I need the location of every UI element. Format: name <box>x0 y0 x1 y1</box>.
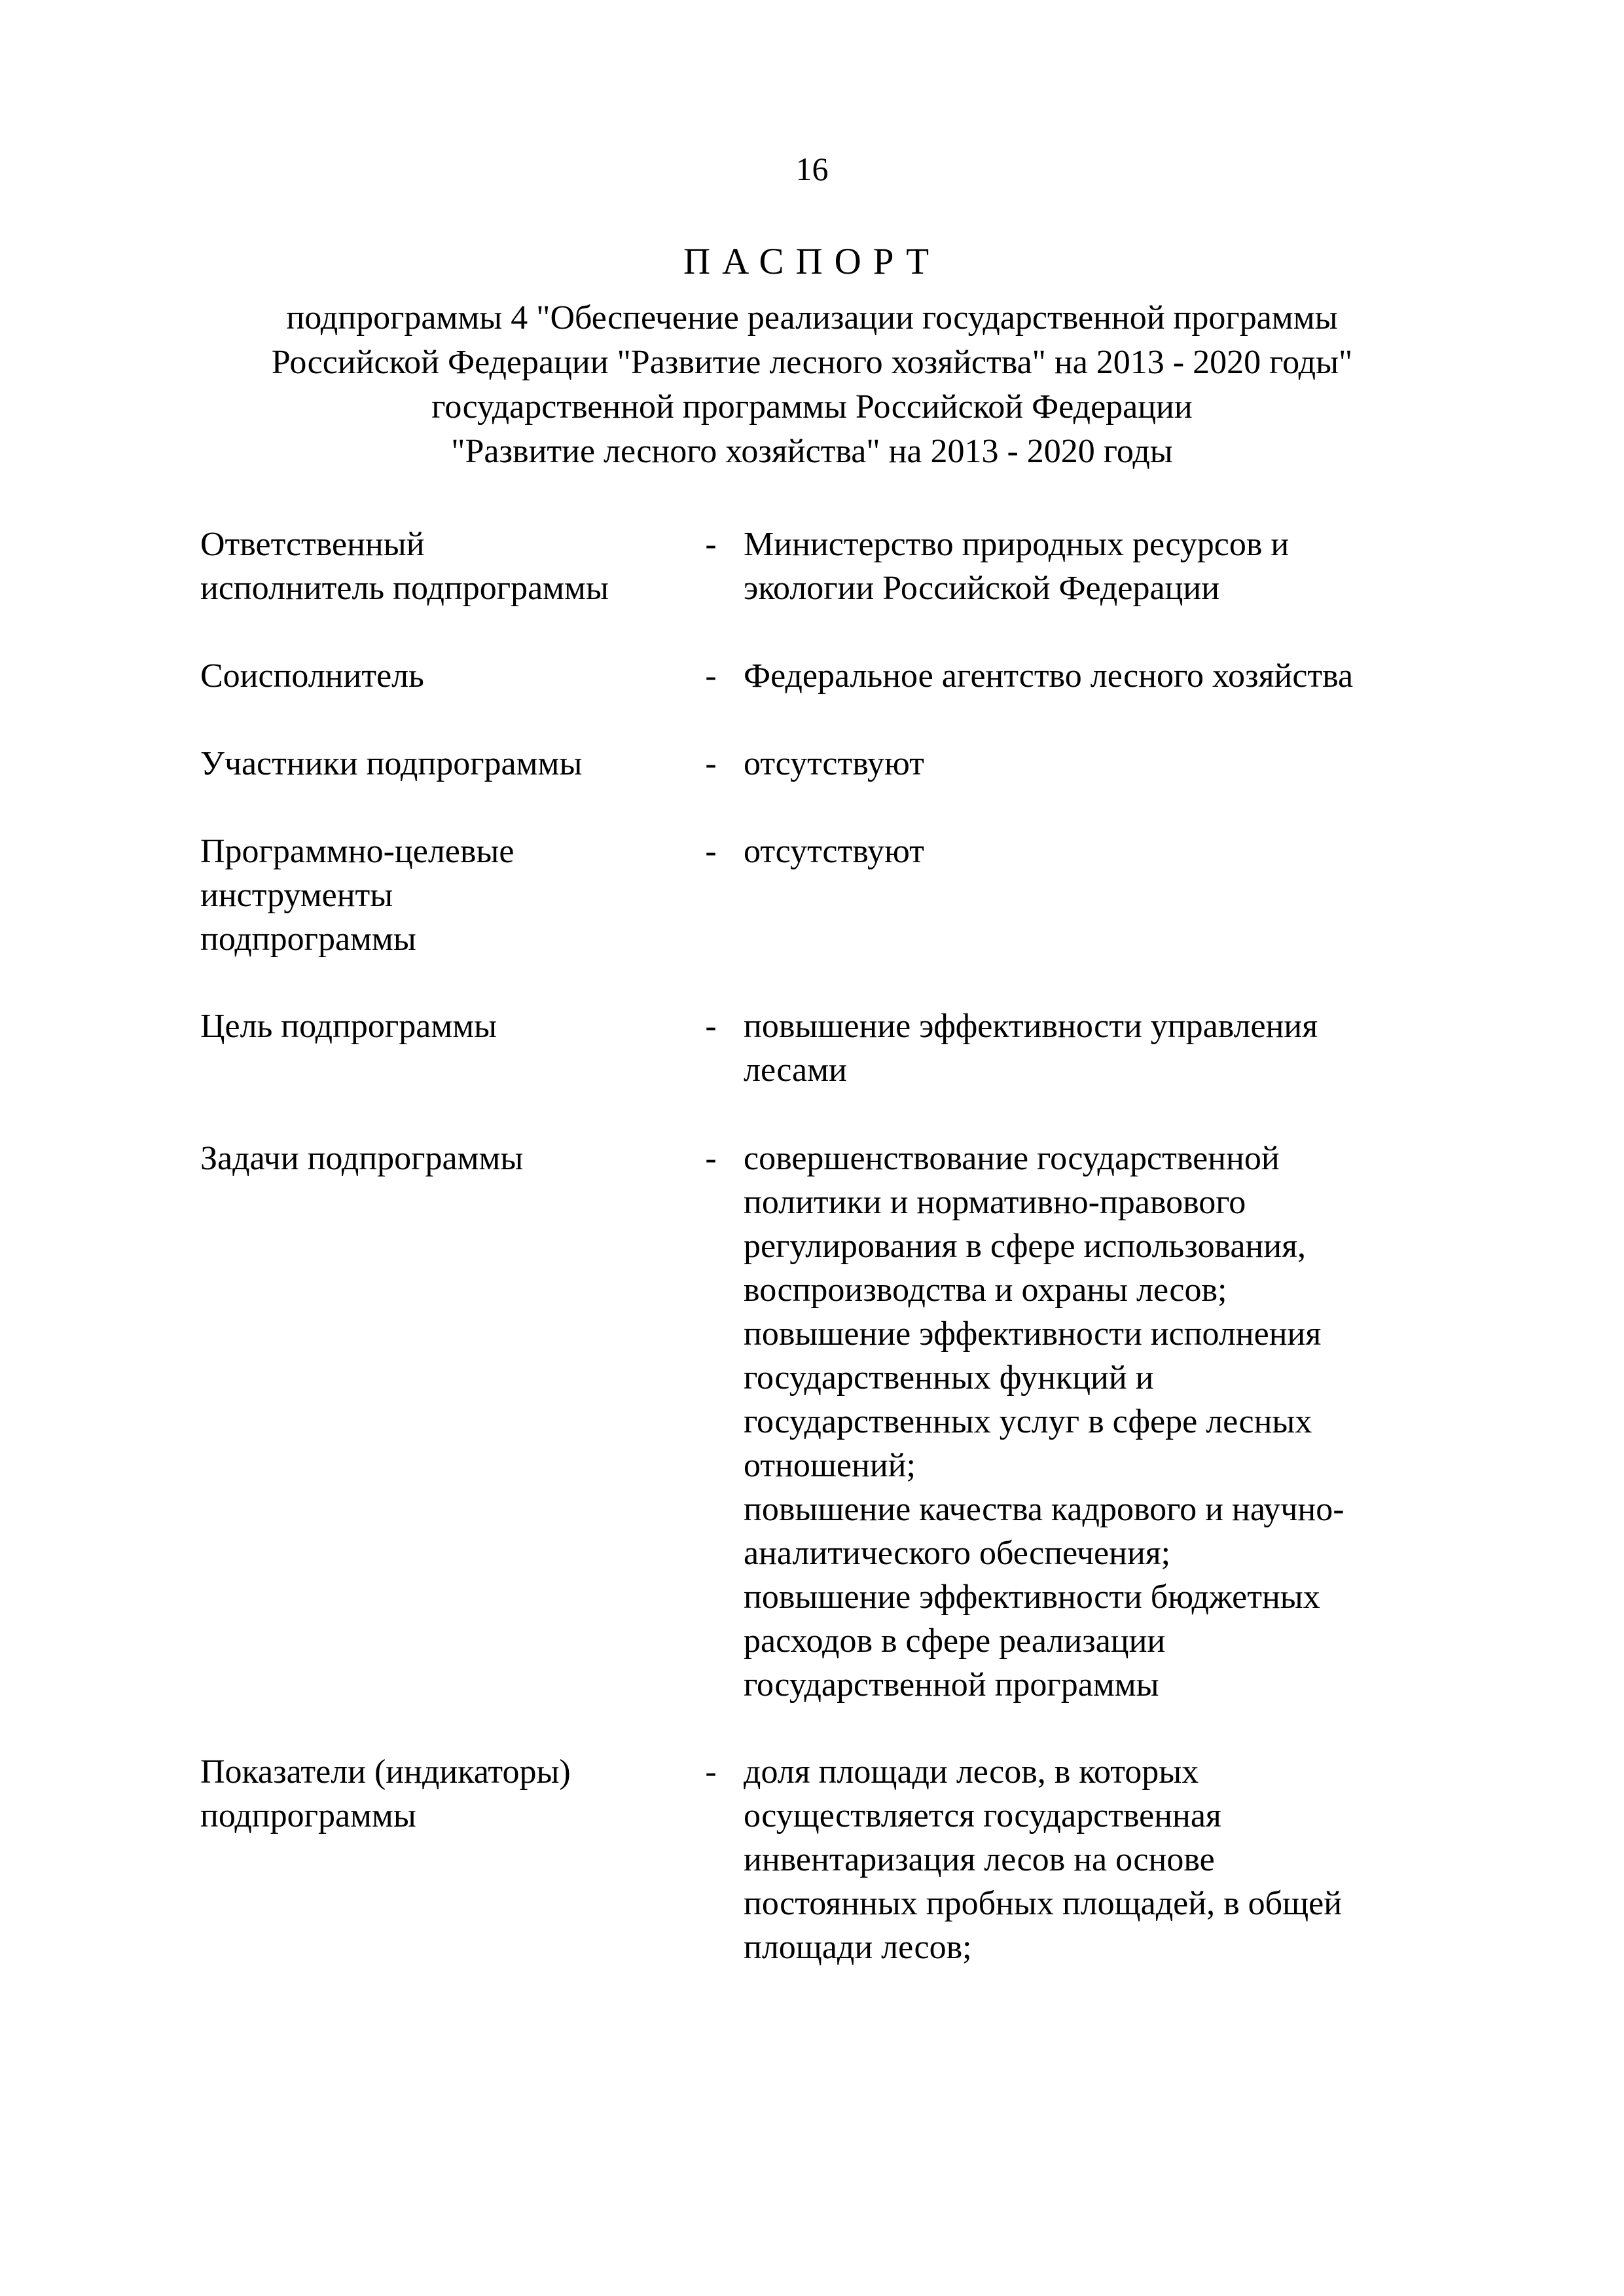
row-value <box>744 522 1444 610</box>
row-value-line: повышение эффективности бюджетных <box>744 1578 1320 1616</box>
row-label <box>200 522 678 610</box>
page-number: 16 <box>795 151 829 187</box>
row-label-line: Показатели (индикаторы) <box>200 1753 571 1791</box>
row-dash: - <box>705 1753 717 1791</box>
row-label-line: инструменты <box>200 877 393 914</box>
row-value-line: повышение качества кадрового и научно- <box>744 1491 1344 1528</box>
row-value-line: совершенствование государственной <box>744 1140 1280 1177</box>
passport-row-responsible-executor <box>200 522 1444 610</box>
row-value-line: Федеральное агентство лесного хозяйства <box>744 657 1354 695</box>
subtitle-line: "Развитие лесного хозяйства" на 2013 - 2020 годы <box>451 433 1173 470</box>
row-label-line: Программно-целевые <box>200 833 514 870</box>
row-label <box>200 742 678 786</box>
passport-table <box>200 522 1444 1969</box>
row-value <box>744 829 1444 873</box>
row-dash: - <box>705 1008 717 1045</box>
row-label-line: подпрограммы <box>200 1797 416 1834</box>
row-label-line: исполнитель подпрограммы <box>200 570 609 607</box>
row-value-line: государственных функций и <box>744 1359 1154 1396</box>
row-value-line: отсутствуют <box>744 745 924 782</box>
row-label-line: Соисполнитель <box>200 657 424 695</box>
document-title: ПАСПОРТ <box>683 241 941 282</box>
row-value <box>744 1004 1444 1092</box>
row-value-line: доля площади лесов, в которых <box>744 1753 1199 1791</box>
row-value-line: отсутствуют <box>744 833 924 870</box>
subtitle-line: подпрограммы 4 "Обеспечение реализации государственной программы <box>286 299 1338 337</box>
passport-row-goal <box>200 1004 1444 1092</box>
row-value-line: государственных услуг в сфере лесных <box>744 1403 1312 1440</box>
row-value-line: аналитического обеспечения; <box>744 1535 1171 1572</box>
row-value-line: площади лесов; <box>744 1929 972 1966</box>
row-label-line: Цель подпрограммы <box>200 1008 497 1045</box>
row-value-line: постоянных пробных площадей, в общей <box>744 1885 1343 1922</box>
row-label-line: Ответственный <box>200 526 425 563</box>
row-label-line: Участники подпрограммы <box>200 745 583 782</box>
row-value-line: лесами <box>744 1051 847 1089</box>
row-value <box>744 1750 1444 1969</box>
row-value-line: политики и нормативно-правового <box>744 1184 1246 1221</box>
row-value-line: регулирования в сфере использования, <box>744 1228 1307 1265</box>
row-value-line: повышение эффективности исполнения <box>744 1315 1322 1353</box>
row-label-line: Задачи подпрограммы <box>200 1140 524 1177</box>
row-label <box>200 829 678 961</box>
row-label <box>200 1004 678 1048</box>
row-value-line: отношений; <box>744 1447 916 1484</box>
row-value <box>744 742 1444 786</box>
row-value-line: государственной программы <box>744 1666 1159 1704</box>
subtitle-line: государственной программы Российской Федерации <box>431 388 1193 426</box>
row-dash: - <box>705 526 717 563</box>
row-value-line: повышение эффективности управления <box>744 1008 1318 1045</box>
row-label <box>200 1137 678 1180</box>
passport-row-co-executor <box>200 654 1444 698</box>
row-dash: - <box>705 833 717 870</box>
row-value-line: экологии Российской Федерации <box>744 570 1220 607</box>
row-value-line: Министерство природных ресурсов и <box>744 526 1290 563</box>
passport-row-participants <box>200 742 1444 786</box>
passport-row-program-instruments <box>200 829 1444 961</box>
document-subtitle <box>0 296 1624 474</box>
row-label-line: подпрограммы <box>200 920 416 958</box>
passport-row-tasks <box>200 1137 1444 1707</box>
row-dash: - <box>705 657 717 695</box>
row-value <box>744 654 1444 698</box>
row-value-line: инвентаризация лесов на основе <box>744 1841 1215 1878</box>
row-dash: - <box>705 745 717 782</box>
row-value-line: воспроизводства и охраны лесов; <box>744 1271 1227 1309</box>
row-dash: - <box>705 1140 717 1177</box>
row-value-line: осуществляется государственная <box>744 1797 1221 1834</box>
passport-row-indicators <box>200 1750 1444 1969</box>
row-value-line: расходов в сфере реализации <box>744 1622 1166 1660</box>
subtitle-line: Российской Федерации "Развитие лесного хозяйства" на 2013 - 2020 годы" <box>271 344 1353 381</box>
row-label <box>200 654 678 698</box>
row-label <box>200 1750 678 1838</box>
row-value <box>744 1137 1444 1707</box>
